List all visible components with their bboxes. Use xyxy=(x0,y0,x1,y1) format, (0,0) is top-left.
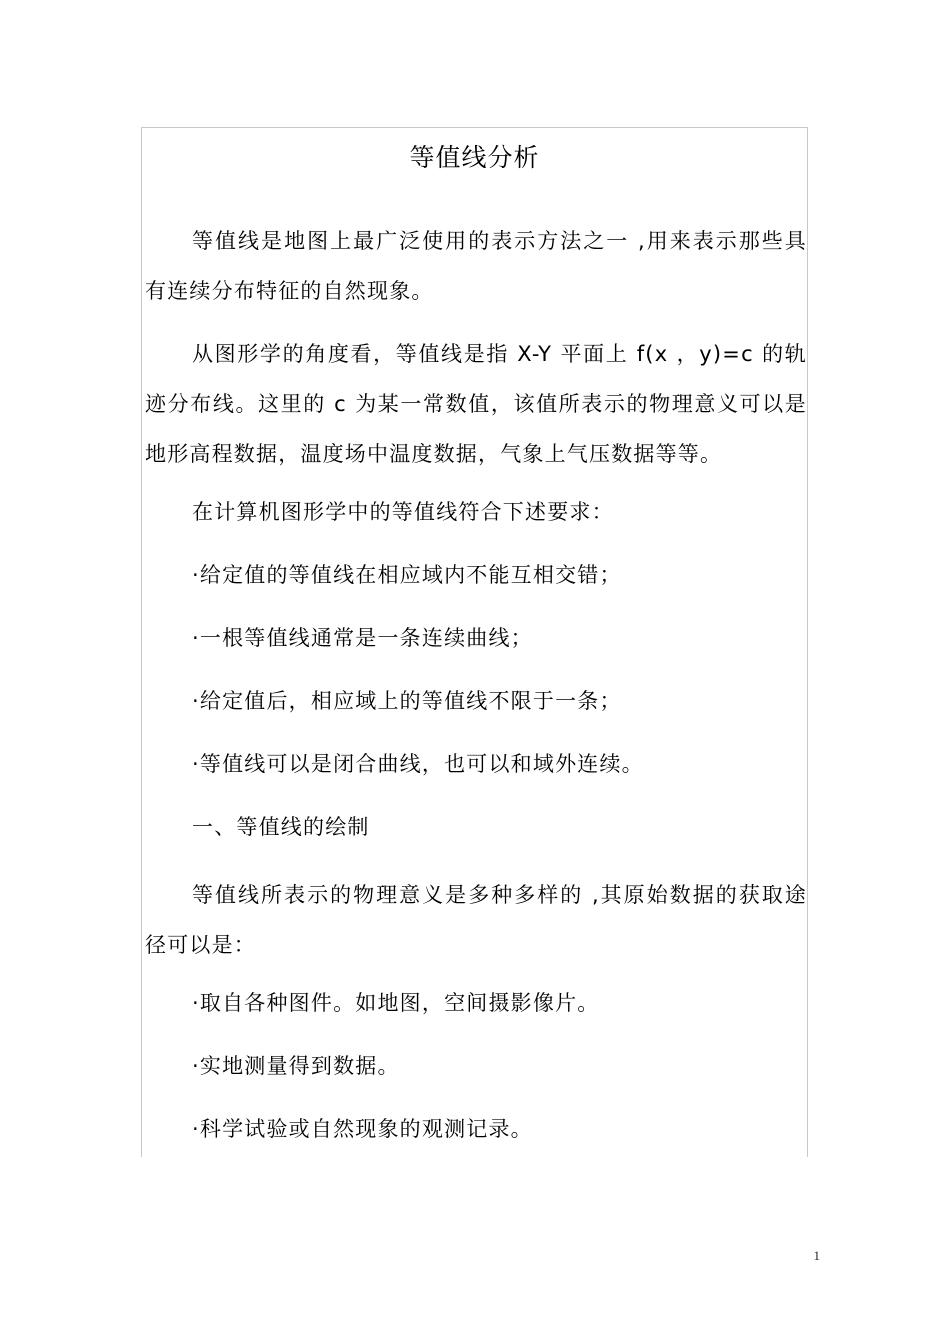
paragraph: 从图形学的角度看，等值线是指 X-Y 平面上 f(x ，y)=c 的轨迹分布线。这里的 c 为某一常数值，该值所表示的物理意义可以是地形高程数据，温度场中温度数据，气象上气压数据等等。 xyxy=(145,342,807,466)
paragraph: 等值线所表示的物理意义是多种多样的 ,其原始数据的获取途径可以是： xyxy=(145,883,807,957)
list-item: ·实地测量得到数据。 xyxy=(192,1054,400,1078)
list-item: ·给定值的等值线在相应域内不能互相交错； xyxy=(192,563,622,587)
document-title: 等值线分析 xyxy=(409,143,540,172)
document-body xyxy=(145,216,807,1172)
list-item: ·一根等值线通常是一条连续曲线； xyxy=(192,626,533,650)
list-item: ·等值线可以是闭合曲线，也可以和域外连续。 xyxy=(192,752,644,776)
list-item: ·取自各种图件。如地图，空间摄影像片。 xyxy=(192,991,600,1015)
page-number: 1 xyxy=(813,1248,820,1263)
list-item: ·给定值后，相应域上的等值线不限于一条； xyxy=(192,689,622,713)
list-item: ·科学试验或自然现象的观测记录。 xyxy=(192,1117,533,1141)
paragraph: 在计算机图形学中的等值线符合下述要求： xyxy=(192,500,614,524)
paragraph: 等值线是地图上最广泛使用的表示方法之一 ,用来表示那些具有连续分布特征的自然现象。 xyxy=(145,229,807,303)
section-heading: 一、等值线的绘制 xyxy=(192,815,370,839)
